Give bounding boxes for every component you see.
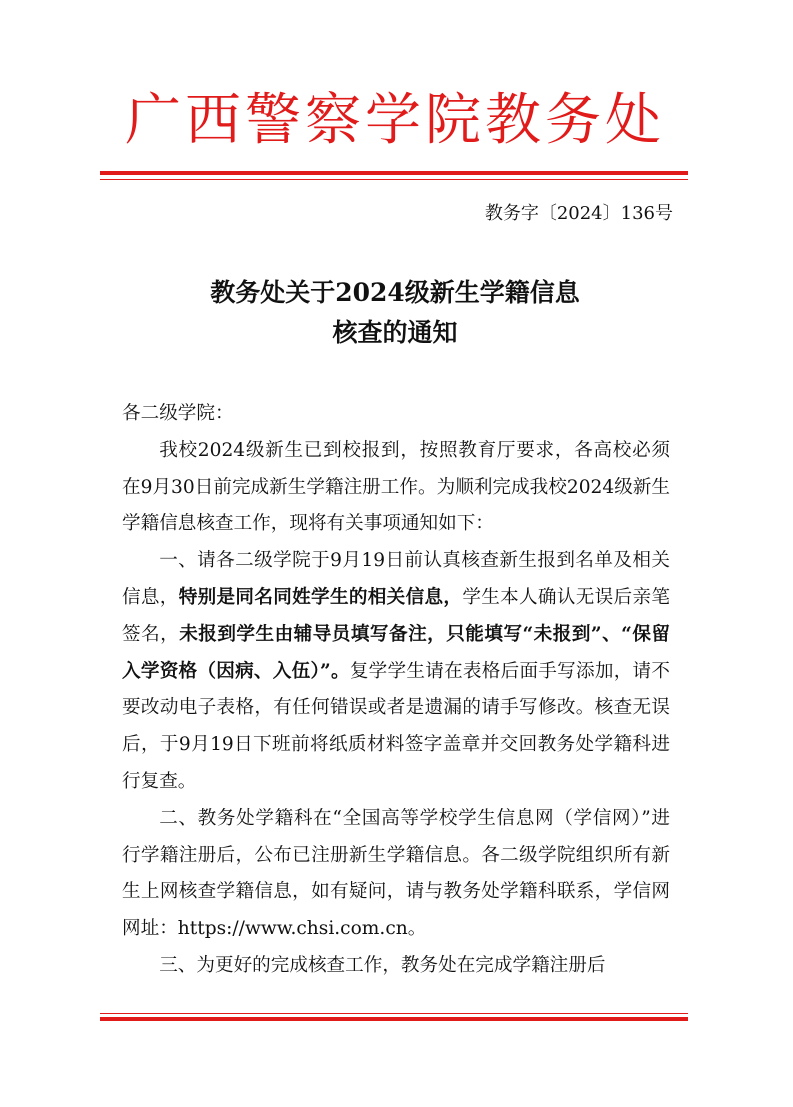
footer-divider-thick (100, 1017, 688, 1021)
item-1-text-a: 一、请各二级学院于9月19日前认真核查新生报到名单及相关信息， (122, 550, 670, 608)
document-title-line-1: 教务处关于2024级新生学籍信息 (210, 278, 580, 307)
item-1-paragraph (122, 543, 670, 801)
item-1-text-b: 学生本人确认无误后亲笔签名， (122, 586, 670, 645)
document-title (100, 273, 690, 353)
item-1-emphasis-b: 未报到学生由辅导员填写备注，只能填写“未报到”、“保留入学资格（因病、入伍）”。 (122, 623, 670, 682)
item-3-paragraph: 三、为更好的完成核查工作，教务处在完成学籍注册后 (159, 954, 606, 976)
letterhead-divider-thin (100, 179, 688, 180)
org-letterhead-title: 广西警察学院教务处 (125, 90, 665, 152)
item-2-paragraph: 二、教务处学籍科在“全国高等学校学生信息网（学信网）”进行学籍注册后，公布已注册新生学籍信息。各二级学院组织所有新生上网核查学籍信息，如有疑问，请与教务处学籍科联系，学信网网址：https://www.chsi.com.cn。 (122, 807, 670, 940)
document-body (122, 396, 670, 985)
intro-paragraph: 我校2024级新生已到校报到，按照教育厅要求，各高校必须在9月30日前完成新生学籍注册工作。为顺利完成我校2024级新生学籍信息核查工作，现将有关事项通知如下： (122, 439, 670, 535)
item-1-emphasis-a: 特别是同名同姓学生的相关信息， (178, 586, 463, 608)
salutation: 各二级学院： (122, 403, 234, 424)
document-number: 教务字〔2024〕136号 (484, 203, 673, 224)
letterhead-divider-thick (100, 171, 688, 175)
footer-divider-thin (100, 1013, 688, 1014)
document-title-line-2: 核查的通知 (332, 318, 458, 347)
item-1-text-c: 复学学生请在表格后面手写添加，请不要改动电子表格，有任何错误或者是遗漏的请手写修改。核查无误后，于9月19日下班前将纸质材料签字盖章并交回教务处学籍科进行复查。 (122, 660, 670, 792)
